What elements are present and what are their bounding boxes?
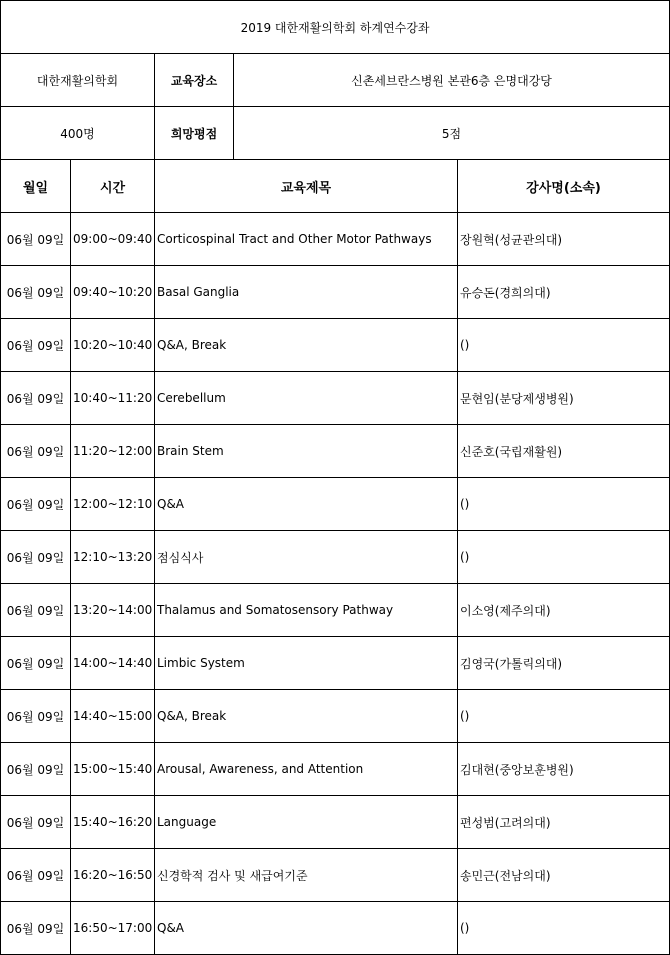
cell-date: 06월 09일 [1,425,71,478]
venue-label: 교육장소 [155,54,234,107]
cell-date: 06월 09일 [1,796,71,849]
cell-lecturer: () [458,902,670,955]
header-date: 월일 [1,160,71,213]
cell-date: 06월 09일 [1,743,71,796]
cell-lecturer: 유승돈(경희의대) [458,266,670,319]
cell-time: 14:40~15:00 [71,690,155,743]
header-topic: 교육제목 [155,160,458,213]
cell-lecturer: 문현임(분당제생병원) [458,372,670,425]
table-row [1,902,670,955]
cell-date: 06월 09일 [1,531,71,584]
cell-date: 06월 09일 [1,584,71,637]
cell-date: 06월 09일 [1,902,71,955]
cell-lecturer: 신준호(국립재활원) [458,425,670,478]
cell-topic: Brain Stem [155,425,458,478]
cell-time: 14:00~14:40 [71,637,155,690]
table-row [1,531,670,584]
table-row [1,796,670,849]
header-time: 시간 [71,160,155,213]
cell-lecturer: 편성범(고려의대) [458,796,670,849]
table-row [1,743,670,796]
cell-time: 15:40~16:20 [71,796,155,849]
cell-topic: Thalamus and Somatosensory Pathway [155,584,458,637]
cell-lecturer: 김대현(중앙보훈병원) [458,743,670,796]
table-row [1,319,670,372]
page-title: 2019 대한재활의학회 하계연수강좌 [1,1,670,54]
cell-topic: Language [155,796,458,849]
cell-topic: 점심식사 [155,531,458,584]
table-row [1,849,670,902]
organizer: 대한재활의학회 [1,54,155,107]
cell-time: 12:00~12:10 [71,478,155,531]
table-header [1,160,670,213]
table-row [1,584,670,637]
cell-time: 09:00~09:40 [71,213,155,266]
cell-time: 16:20~16:50 [71,849,155,902]
table-row [1,637,670,690]
table-row [1,425,670,478]
table-row [1,478,670,531]
cell-date: 06월 09일 [1,372,71,425]
table-row [1,266,670,319]
cell-lecturer: 이소영(제주의대) [458,584,670,637]
cell-time: 11:20~12:00 [71,425,155,478]
header-lecturer: 강사명(소속) [458,160,670,213]
cell-date: 06월 09일 [1,637,71,690]
capacity: 400명 [1,107,155,160]
table-row [1,690,670,743]
cell-topic: Corticospinal Tract and Other Motor Pathways [155,213,458,266]
cell-topic: Cerebellum [155,372,458,425]
points-label: 희망평점 [155,107,234,160]
cell-lecturer: () [458,478,670,531]
points-value: 5점 [234,107,670,160]
cell-topic: Q&A, Break [155,690,458,743]
table-row [1,372,670,425]
cell-lecturer: 장원혁(성균관의대) [458,213,670,266]
cell-date: 06월 09일 [1,266,71,319]
cell-lecturer: 김영국(가톨릭의대) [458,637,670,690]
cell-topic: Q&A [155,902,458,955]
cell-time: 10:20~10:40 [71,319,155,372]
cell-date: 06월 09일 [1,849,71,902]
cell-time: 12:10~13:20 [71,531,155,584]
cell-topic: Arousal, Awareness, and Attention [155,743,458,796]
cell-topic: 신경학적 검사 및 새급여기준 [155,849,458,902]
cell-topic: Limbic System [155,637,458,690]
cell-date: 06월 09일 [1,213,71,266]
cell-lecturer: () [458,690,670,743]
cell-lecturer: () [458,531,670,584]
cell-time: 15:00~15:40 [71,743,155,796]
venue-value: 신촌세브란스병원 본관6층 은명대강당 [234,54,670,107]
cell-time: 13:20~14:00 [71,584,155,637]
cell-lecturer: () [458,319,670,372]
cell-lecturer: 송민근(전남의대) [458,849,670,902]
cell-topic: Basal Ganglia [155,266,458,319]
cell-date: 06월 09일 [1,478,71,531]
cell-topic: Q&A [155,478,458,531]
cell-time: 09:40~10:20 [71,266,155,319]
cell-time: 16:50~17:00 [71,902,155,955]
cell-date: 06월 09일 [1,319,71,372]
cell-time: 10:40~11:20 [71,372,155,425]
table-row [1,213,670,266]
cell-topic: Q&A, Break [155,319,458,372]
cell-date: 06월 09일 [1,690,71,743]
